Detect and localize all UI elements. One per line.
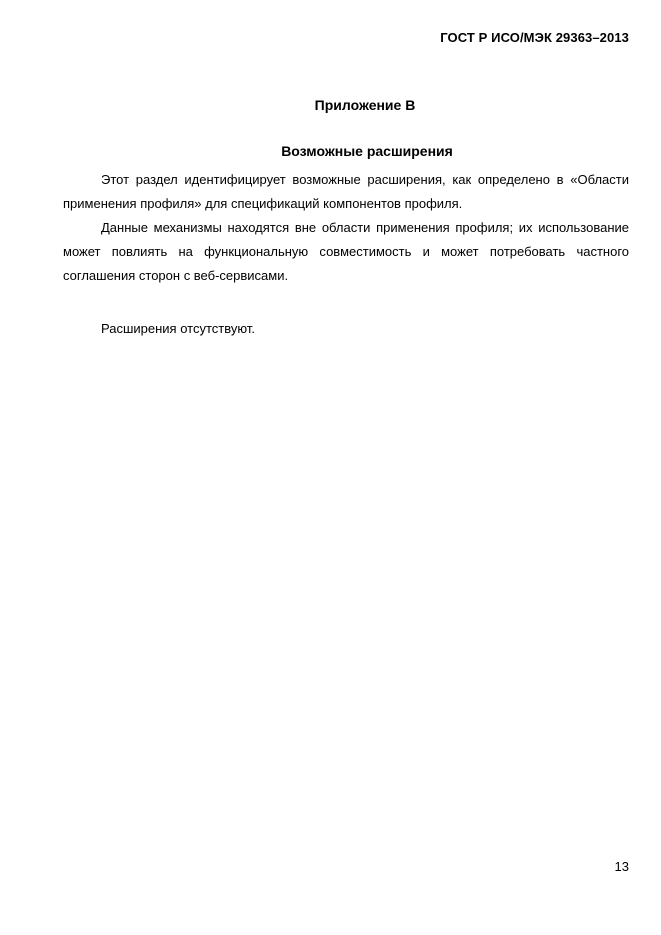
- standard-code-header: ГОСТ Р ИСО/МЭК 29363–2013: [440, 30, 629, 45]
- paragraph-scope: Этот раздел идентифицирует возможные расширения, как определено в «Области применения профиля» для спецификаций компонентов профиля.: [63, 172, 629, 211]
- section-title: Возможные расширения: [281, 143, 453, 159]
- paragraph-no-extensions: Расширения отсутствуют.: [101, 321, 255, 336]
- appendix-title: Приложение В: [314, 97, 416, 113]
- paragraph-mechanisms: Данные механизмы находятся вне области применения профиля; их использование может повлиять на функциональную совместимость и может потребовать частного соглашения сторон с веб-сервисами.: [63, 220, 629, 283]
- page-number: 13: [614, 859, 629, 874]
